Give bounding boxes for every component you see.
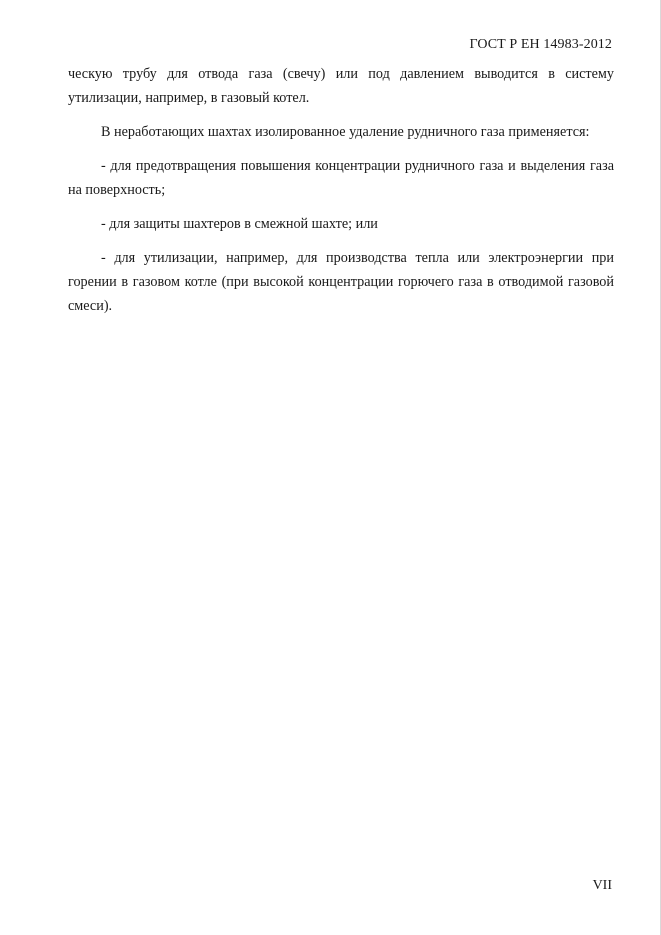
paragraph-abandoned-mines: В неработающих шахтах изолированное удаление рудничного газа применяется: [101, 124, 590, 140]
body-text [68, 62, 614, 328]
list-item-prevention: - для предотвращения повышения концентрации рудничного газа и выделения газа на поверхность; [68, 158, 614, 198]
paragraph-continuation: ческую трубу для отвода газа (свечу) или под давлением выводится в систему утилизации, например, в газовый котел. [68, 66, 614, 106]
standard-designation: ГОСТ Р ЕН 14983-2012 [469, 37, 612, 52]
list-item-protection: - для защиты шахтеров в смежной шахте; или [101, 216, 378, 232]
list-item-utilization: - для утилизации, например, для производства тепла или электроэнергии при горении в газовом котле (при высокой концентрации горючего газа в отводимой газовой смеси). [68, 250, 614, 314]
page-number: VII [592, 878, 612, 893]
